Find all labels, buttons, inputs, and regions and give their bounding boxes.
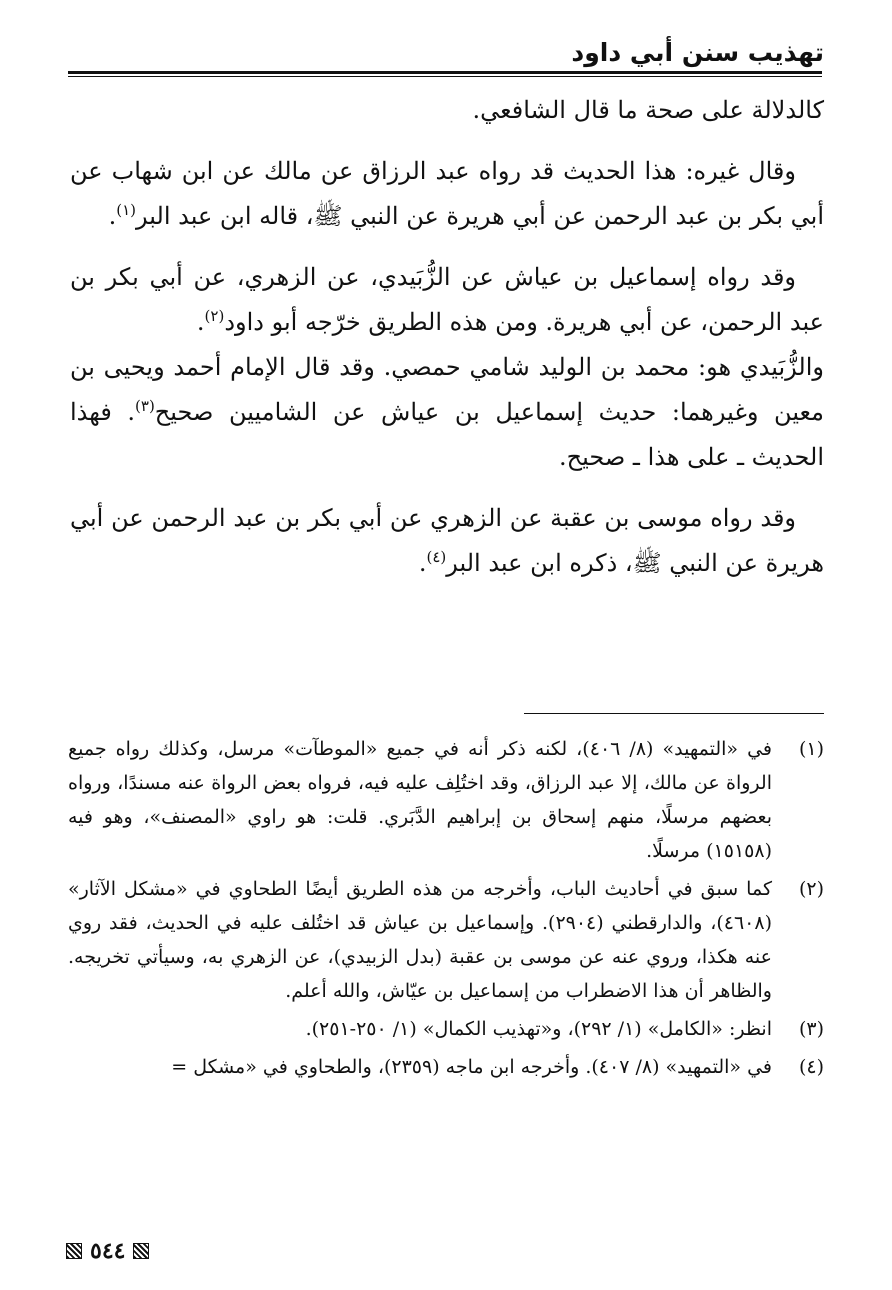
footnote-number: (١)	[798, 738, 824, 760]
footnote-text: انظر: «الكامل» (١/ ٢٩٢)، و«تهذيب الكمال» (١/ ٢٥٠-٢٥١).	[305, 1018, 772, 1040]
paragraph-2	[70, 149, 824, 239]
paragraph-1-text: كالدلالة على صحة ما قال الشافعي.	[472, 96, 824, 124]
running-title: تهذيب سنن أبي داود	[571, 38, 824, 67]
diamond-ornament-icon	[133, 1243, 149, 1259]
page-number: ٥٤٤	[90, 1238, 126, 1264]
main-text	[70, 88, 824, 602]
footnote-ref-3[interactable]: (٣)	[135, 397, 155, 415]
footnote-ref-4[interactable]: (٤)	[426, 548, 447, 566]
footnote-number: (٣)	[798, 1018, 824, 1040]
paragraph-1	[70, 88, 824, 133]
footnote-text: كما سبق في أحاديث الباب، وأخرجه من هذه الطريق أيضًا الطحاوي في «مشكل الآثار» (٤٦٠٨)، والدارقطني (٢٩٠٤). وإسماعيل بن عياش قد اختُلف عليه في الحديث، فقد روي عنه هكذا، وروي عنه عن موسى بن عقبة (بدل الزبيدي)، عن الزهري به، وسيأتي تخريجه. والظاهر أن هذا الاضطراب من إسماعيل بن عيّاش، والله أعلم.	[68, 878, 772, 1002]
paragraph-4-end: . فهذا الحديث ـ على هذا ـ صحيح.	[70, 398, 824, 471]
footnote-3	[68, 1012, 824, 1046]
paragraph-3	[70, 255, 824, 345]
footnote-separator	[524, 713, 824, 714]
footnote-text: في «التمهيد» (٨/ ٤٠٧). وأخرجه ابن ماجه (٢٣٥٩)، والطحاوي في «مشكل =	[171, 1056, 772, 1078]
paragraph-4	[70, 345, 824, 480]
footnote-ref-1[interactable]: (١)	[116, 201, 137, 219]
paragraph-3-end: .	[196, 308, 205, 336]
paragraph-3-text: وقد رواه إسماعيل بن عياش عن الزُّبَيدي، عن الزهري، عن أبي بكر بن عبد الرحمن، عن أبي هريرة. ومن هذه الطريق خرّجه أبو داود	[70, 263, 824, 336]
paragraph-5	[70, 496, 824, 586]
page-folio	[66, 1238, 149, 1264]
footnote-1	[68, 732, 824, 868]
footnote-number: (٤)	[798, 1056, 824, 1078]
paragraph-2-end: .	[108, 202, 117, 230]
diamond-ornament-icon	[66, 1243, 82, 1259]
paragraph-4-text: والزُّبَيدي هو: محمد بن الوليد شامي حمصي. وقد قال الإمام أحمد ويحيى بن معين وغيرهما: حديث إسماعيل بن عياش عن الشاميين صحيح	[70, 353, 824, 426]
paragraph-5-text: وقد رواه موسى بن عقبة عن الزهري عن أبي بكر بن عبد الرحمن عن أبي هريرة عن النبي ﷺ، ذكره ابن عبد البر	[70, 504, 824, 577]
footnote-number: (٢)	[798, 878, 824, 900]
footnote-ref-2[interactable]: (٢)	[204, 307, 225, 325]
footnote-4	[68, 1050, 824, 1084]
paragraph-5-end: .	[418, 549, 427, 577]
paragraph-2-text: وقال غيره: هذا الحديث قد رواه عبد الرزاق عن مالك عن ابن شهاب عن أبي بكر بن عبد الرحمن عن أبي هريرة عن النبي ﷺ، قاله ابن عبد البر	[70, 157, 824, 230]
footnote-text: في «التمهيد» (٨/ ٤٠٦)، لكنه ذكر أنه في جميع «الموطآت» مرسل، وكذلك رواه جميع الرواة عن مالك، إلا عبد الرزاق، وقد اختُلِف عليه فيه، فرواه بعض الرواة عنه مسندًا، ورواه بعضهم مرسلًا، منهم إسحاق بن إبراهيم الدَّبَري. قلت: هو راوي «المصنف»، وهو فيه (١٥١٥٨) مرسلًا.	[68, 738, 772, 862]
footnote-2	[68, 872, 824, 1008]
header-double-rule	[68, 71, 822, 77]
footnotes	[68, 732, 824, 1088]
